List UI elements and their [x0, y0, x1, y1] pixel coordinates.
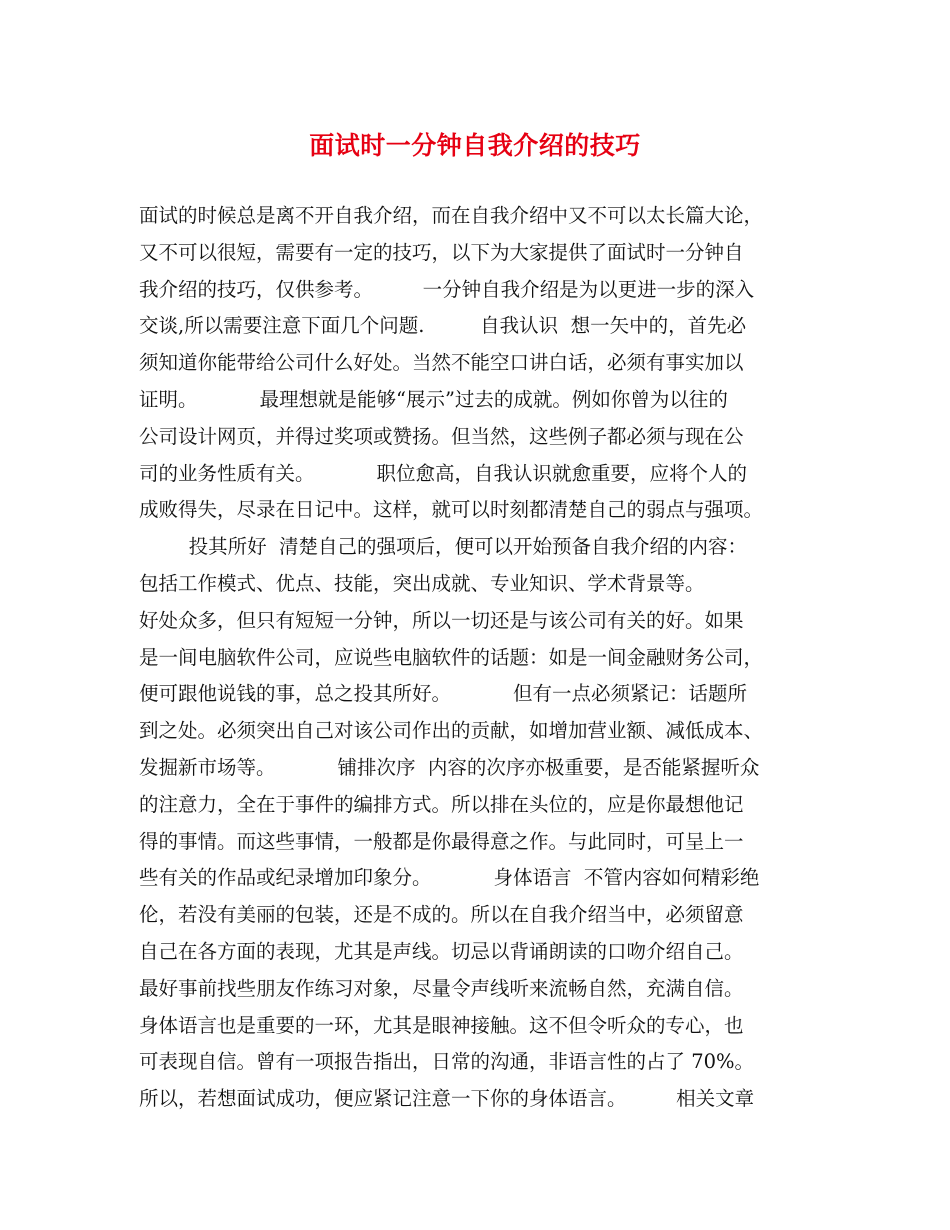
body-line: 包括工作模式、优点、技能，突出成就、专业知识、学术背景等。 — [139, 571, 705, 595]
body-line: 我介绍的技巧，仅供参考。 一分钟自我介绍是为以更进一步的深入 — [139, 277, 755, 301]
document-body — [139, 198, 839, 1118]
body-line: 面试的时候总是离不开自我介绍，而在自我介绍中又不可以太长篇大论， — [139, 204, 764, 227]
body-line: 司的业务性质有关。 职位愈高，自我认识就愈重要，应将个人的 — [139, 461, 747, 485]
body-line: 便可跟他说钱的事，总之投其所好。 但有一点必须紧记：话题所 — [139, 682, 747, 706]
body-line: 可表现自信。曾有一项报告指出，日常的沟通，非语言性的占了 70%。 — [139, 1050, 755, 1074]
body-line: 公司设计网页，并得过奖项或赞扬。但当然，这些例子都必须与现在公 — [139, 424, 744, 448]
body-line: 是一间电脑软件公司，应说些电脑软件的话题：如是一间金融财务公司， — [139, 645, 764, 669]
body-line: 证明。 最理想就是能够“展示”过去的成就。例如你曾为以往的 — [139, 387, 728, 411]
body-line: 得的事情。而这些事情，一般都是你最得意之作。与此同时，可呈上一 — [139, 829, 744, 853]
body-line: 最好事前找些朋友作练习对象，尽量令声线听来流畅自然，充满自信。 — [139, 976, 744, 1000]
body-line: 身体语言也是重要的一环，尤其是眼神接触。这不但令听众的专心，也 — [139, 1013, 744, 1037]
body-line: 投其所好 清楚自己的强项后，便可以开始预备自我介绍的内容： — [139, 535, 747, 559]
body-line: 好处众多，但只有短短一分钟，所以一切还是与该公司有关的好。如果 — [139, 608, 744, 632]
body-line: 到之处。必须突出自己对该公司作出的贡献，如增加营业额、减低成本、 — [139, 719, 764, 743]
body-line: 发掘新市场等。 铺排次序 内容的次序亦极重要，是否能紧握听众 — [139, 755, 760, 779]
body-line: 所以，若想面试成功，便应紧记注意一下你的身体语言。 相关文章 — [139, 1087, 755, 1111]
body-line: 自己在各方面的表现，尤其是声线。切忌以背诵朗读的口吻介绍自己。 — [139, 939, 744, 963]
document-title: 面试时一分钟自我介绍的技巧 — [309, 131, 641, 160]
body-line: 又不可以很短，需要有一定的技巧，以下为大家提供了面试时一分钟自 — [139, 240, 744, 264]
body-line: 须知道你能带给公司什么好处。当然不能空口讲白话，必须有事实加以 — [139, 351, 744, 375]
body-line: 些有关的作品或纪录增加印象分。 身体语言 不管内容如何精彩绝 — [139, 866, 760, 890]
body-line: 成败得失，尽录在日记中。这样，就可以时刻都清楚自己的弱点与强项。 — [139, 498, 764, 522]
body-line: 的注意力，全在于事件的编排方式。所以排在头位的，应是你最想他记 — [139, 792, 744, 816]
body-line: 交谈,所以需要注意下面几个问题. 自我认识 想一矢中的，首先必 — [139, 314, 747, 338]
body-line: 伦，若没有美丽的包装，还是不成的。所以在自我介绍当中，必须留意 — [139, 903, 744, 927]
